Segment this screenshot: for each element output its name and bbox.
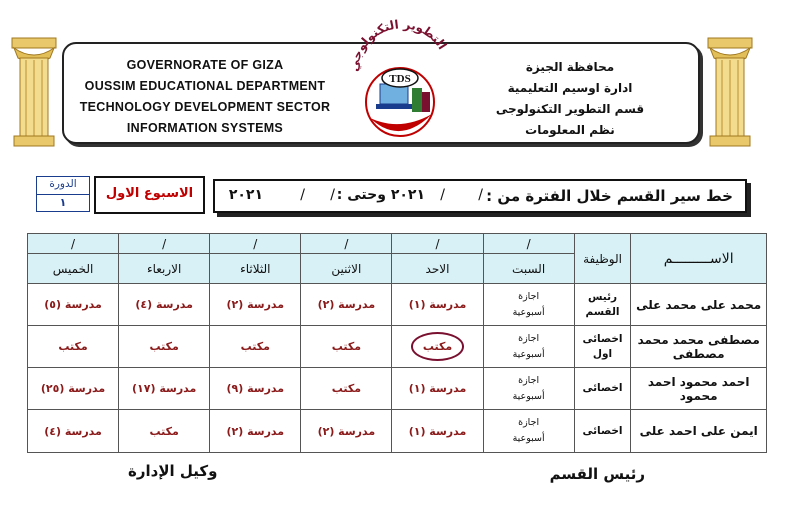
assignment-cell: مدرسة (١) <box>392 368 483 410</box>
session-box <box>36 176 90 212</box>
logo-tds-text: TDS <box>389 73 411 85</box>
assignment-cell: مدرسة (١٧) <box>119 368 210 410</box>
job-line-1: اخصائى <box>582 424 623 437</box>
day-header-monday: الاثنين <box>301 254 392 284</box>
leave-line-1: اجازة <box>518 290 540 302</box>
assignment-cell: مدرسة (٢) <box>301 410 392 453</box>
leave-line-2: أسبوعية <box>512 306 545 318</box>
period-from-separator-1: / <box>478 187 483 203</box>
assignment-cell: مدرسة (١) <box>392 410 483 453</box>
date-cell-saturday: / <box>483 234 574 254</box>
assignment-cell: مكتب <box>301 326 392 368</box>
table-row <box>28 284 767 326</box>
job-cell <box>574 368 631 410</box>
header-arabic-line-4: نظم المعلومات <box>525 123 615 137</box>
table-row <box>28 326 767 368</box>
table-row <box>28 368 767 410</box>
day-header-tuesday: الثلاثاء <box>210 254 301 284</box>
day-header-saturday: السبت <box>483 254 574 284</box>
employee-name-cell: مصطفى محمد محمد مصطفى <box>631 326 767 368</box>
header-english-line-1: GOVERNORATE OF GIZA <box>126 58 284 72</box>
period-to-separator-1: / <box>330 187 335 203</box>
assignment-cell: مدرسة (١) <box>392 284 483 326</box>
job-cell <box>574 326 631 368</box>
job-line-2: القسم <box>585 305 620 318</box>
assignment-cell: مكتب <box>119 326 210 368</box>
assignment-cell: مكتب <box>301 368 392 410</box>
header-english-line-2: OUSSIM EDUCATIONAL DEPARTMENT <box>84 79 326 93</box>
weekly-leave-cell <box>483 368 574 410</box>
period-to-separator-2: / <box>300 187 305 203</box>
job-line-1: اخصائى <box>582 382 623 394</box>
job-column-header: الوظيفة <box>574 234 631 284</box>
pillar-right-ornament <box>706 36 754 148</box>
date-cell-tuesday: / <box>210 234 301 254</box>
logo-arc-text: التطوير التكنولوجي <box>346 17 450 73</box>
week-box <box>94 176 205 214</box>
job-cell <box>574 410 631 453</box>
job-line-1: رئيس <box>587 290 618 303</box>
session-value: ١ <box>59 196 67 209</box>
department-logo <box>340 14 460 138</box>
job-line-1: اخصائى <box>582 332 623 345</box>
header-english-line-3: TECHNOLOGY DEVELOPMENT SECTOR <box>79 100 331 114</box>
assignment-cell: مدرسة (٤) <box>119 284 210 326</box>
period-title-text: خط سير القسم خلال الفترة من : <box>486 187 733 205</box>
pillar-left-ornament <box>10 36 58 148</box>
table-row <box>28 410 767 453</box>
assignment-cell: مكتب <box>28 326 119 368</box>
period-to-year: ٢٠٢١ <box>228 187 263 203</box>
weekly-leave-cell <box>483 410 574 453</box>
assignment-cell-circled <box>392 326 483 368</box>
svg-text:التطوير التكنولوجي <box>347 17 450 72</box>
date-cell-wednesday: / <box>119 234 210 254</box>
header-arabic-line-3: قسم التطوير التكنولوجى <box>495 102 645 116</box>
period-from-year: ٢٠٢١ وحتى : <box>336 187 425 203</box>
leave-line-1: اجازة <box>518 417 540 428</box>
day-header-thursday: الخميس <box>28 254 119 284</box>
assignment-cell: مكتب <box>119 410 210 453</box>
header-arabic-line-1: محافظة الجيزة <box>525 60 615 74</box>
date-cell-sunday: / <box>392 234 483 254</box>
weekly-leave-cell <box>483 284 574 326</box>
deputy-director-signature-label: وكيل الإدارة <box>128 462 218 480</box>
employee-name-cell: ايمن على احمد على <box>631 410 767 453</box>
employee-name-cell: احمد محمود احمد محمود <box>631 368 767 410</box>
day-header-sunday: الاحد <box>392 254 483 284</box>
leave-line-1: اجازة <box>518 374 540 386</box>
weekly-leave-cell <box>483 326 574 368</box>
job-cell <box>574 284 631 326</box>
leave-line-1: اجازة <box>518 332 540 344</box>
date-cell-thursday: / <box>28 234 119 254</box>
assignment-cell: مدرسة (٢٥) <box>28 368 119 410</box>
date-cell-monday: / <box>301 234 392 254</box>
assignment-cell: مدرسة (٢) <box>210 284 301 326</box>
assignment-cell: مدرسة (٩) <box>210 368 301 410</box>
assignment-cell: مدرسة (٢) <box>210 410 301 453</box>
leave-line-2: أسبوعية <box>512 433 545 444</box>
leave-line-2: أسبوعية <box>512 390 545 402</box>
period-from-separator-2: / <box>440 187 445 203</box>
department-head-signature-label: رئيس القسم <box>549 465 645 483</box>
leave-line-2: أسبوعية <box>512 348 545 360</box>
session-label: الدورة <box>37 178 89 195</box>
assignment-cell: مدرسة (٤) <box>28 410 119 453</box>
name-column-header: الاســـــــــم <box>631 234 767 284</box>
assignment-cell: مكتب <box>210 326 301 368</box>
schedule-table <box>27 233 767 453</box>
circled-office-mark: مكتب <box>411 332 464 361</box>
header-arabic-line-2: ادارة اوسيم التعليمية <box>507 81 633 95</box>
day-header-wednesday: الاربعاء <box>119 254 210 284</box>
assignment-cell: مدرسة (٥) <box>28 284 119 326</box>
employee-name-cell: محمد على محمد على <box>631 284 767 326</box>
period-title-box <box>213 179 747 213</box>
header-english-line-4: INFORMATION SYSTEMS <box>126 121 284 135</box>
job-line-2: اول <box>592 347 613 360</box>
week-label: الاسبوع الاول <box>105 186 194 201</box>
assignment-cell: مدرسة (٢) <box>301 284 392 326</box>
